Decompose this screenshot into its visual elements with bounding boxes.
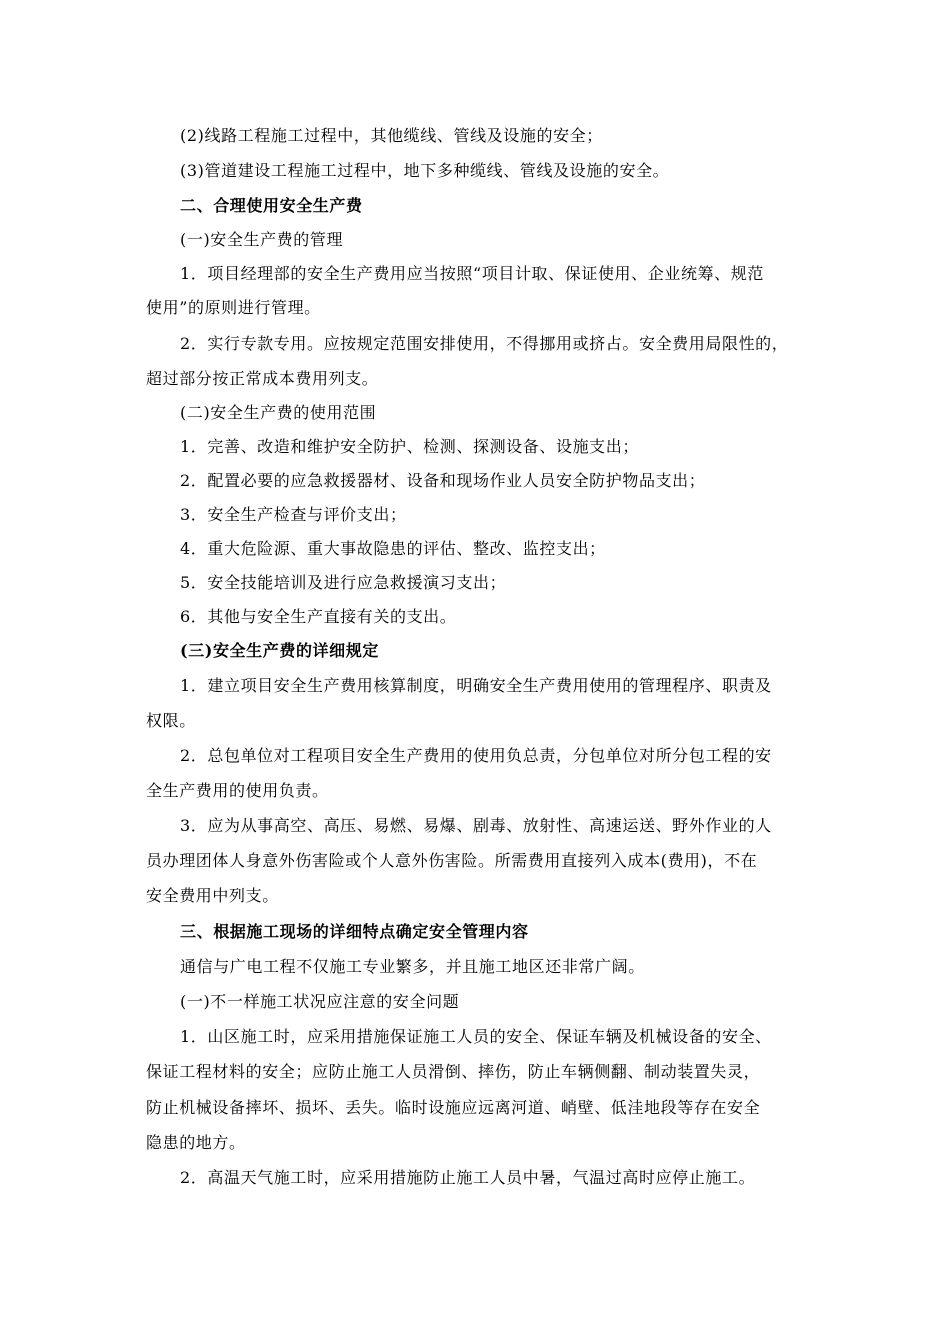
paragraph-line: 使用”的原则进行管理。 [146, 298, 321, 317]
subsection-heading: (三)安全生产费的详细规定 [180, 641, 379, 660]
paragraph-line: 员办理团体人身意外伤害险或个人意外伤害险。所需费用直接列入成本(费用)，不在 [146, 851, 758, 870]
paragraph-line: 全生产费用的使用负责。 [146, 781, 329, 800]
list-item: 6．其他与安全生产直接有关的支出。 [180, 607, 457, 626]
paragraph-line: 1．项目经理部的安全生产费用应当按照“项目计取、保证使用、企业统筹、规范 [180, 264, 764, 283]
paragraph-line: 安全费用中列支。 [146, 886, 279, 905]
paragraph-line: 1．建立项目安全生产费用核算制度，明确安全生产费用使用的管理程序、职责及 [180, 676, 772, 695]
list-item: 5．安全技能培训及进行应急救援演习支出； [180, 573, 507, 592]
subsection-heading: (二)安全生产费的使用范围 [180, 403, 377, 422]
paragraph-line: 保证工程材料的安全；应防止施工人员滑倒、摔伤，防止车辆侧翻、制动装置失灵， [146, 1062, 761, 1081]
paragraph-line: 通信与广电工程不仅施工专业繁多，并且施工地区还非常广阔。 [180, 957, 645, 976]
list-item: 1．完善、改造和维护安全防护、检测、探测设备、设施支出； [180, 437, 639, 456]
list-item: 3．安全生产检查与评价支出； [180, 505, 407, 524]
list-item: 2．配置必要的应急救援器材、设备和现场作业人员安全防护物品支出； [180, 471, 706, 490]
paragraph-line: 2．实行专款专用。应按规定范围安排使用，不得挪用或挤占。安全费用局限性的， [180, 334, 789, 353]
list-item: (3)管道建设工程施工过程中，地下多种缆线、管线及设施的安全。 [180, 161, 670, 180]
section-heading: 三、根据施工现场的详细特点确定安全管理内容 [180, 922, 529, 941]
paragraph-line: 超过部分按正常成本费用列支。 [146, 369, 379, 388]
paragraph-line: 2．高温天气施工时，应采用措施防止施工人员中暑，气温过高时应停止施工。 [180, 1168, 756, 1187]
paragraph-line: 2．总包单位对工程项目安全生产费用的使用负总责，分包单位对所分包工程的安 [180, 746, 772, 765]
paragraph-line: 1．山区施工时，应采用措施保证施工人员的安全、保证车辆及机械设备的安全、 [180, 1027, 772, 1046]
paragraph-line: 防止机械设备摔坏、损坏、丢失。临时设施应远离河道、峭壁、低洼地段等存在安全 [146, 1098, 761, 1117]
subsection-heading: (一)不一样施工状况应注意的安全问题 [180, 992, 460, 1011]
paragraph-line: 3．应为从事高空、高压、易燃、易爆、剧毒、放射性、高速运送、野外作业的人 [180, 816, 772, 835]
list-item: 4．重大危险源、重大事故隐患的评估、整改、监控支出； [180, 539, 606, 558]
paragraph-line: 隐患的地方。 [146, 1133, 246, 1152]
subsection-heading: (一)安全生产费的管理 [180, 230, 344, 249]
paragraph-line: 权限。 [146, 711, 196, 730]
list-item: (2)线路工程施工过程中，其他缆线、管线及设施的安全； [180, 126, 603, 145]
section-heading: 二、合理使用安全生产费 [180, 196, 363, 215]
